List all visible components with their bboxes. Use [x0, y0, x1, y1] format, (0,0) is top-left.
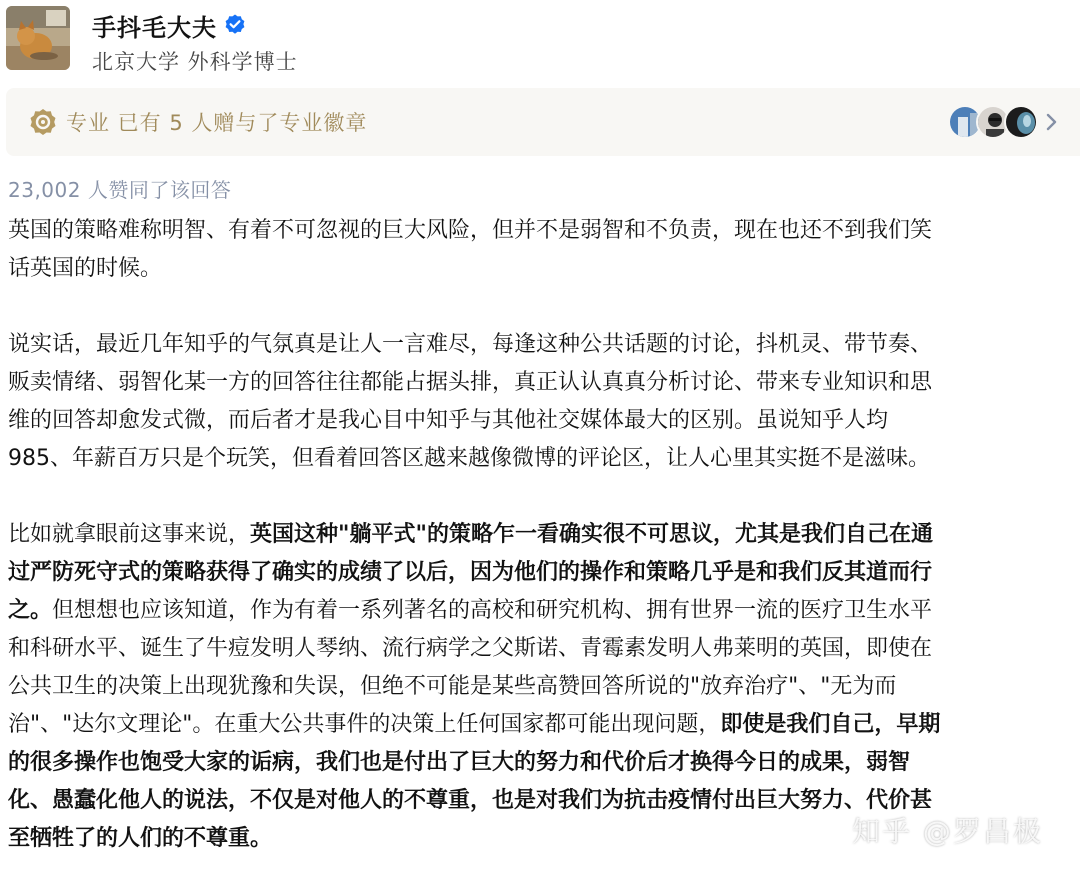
- author-name[interactable]: 手抖毛大夫: [92, 13, 217, 42]
- author-title: 北京大学 外科学博士: [92, 50, 298, 74]
- bold-text: 化、愚蠢化他人的说法，不仅是对他人的不尊重，也是对我们为抗击疫情付出巨大努力、代价甚: [8, 788, 933, 813]
- answer-content: [8, 212, 1074, 858]
- plain-text: 比如就拿眼前这事来说，: [8, 522, 251, 547]
- paragraph-line: [8, 744, 1074, 782]
- paragraph-line: 985、年薪百万只是个玩笑，但看着回答区越来越像微博的评论区，让人心里其实挺不是滋味。: [8, 446, 930, 471]
- paragraph-line: [8, 554, 1074, 592]
- author-header: [6, 6, 298, 72]
- bold-text: 至牺牲了的人们的不尊重。: [8, 826, 273, 851]
- badge-text: 专业 已有 5 人赠与了专业徽章: [66, 111, 368, 135]
- paragraph-line: 和科研水平、诞生了牛痘发明人琴纳、流行病学之父斯诺、青霉素发明人弗莱明的英国，即使在: [8, 636, 933, 661]
- giver-avatar: [1004, 105, 1038, 139]
- plain-text: 治"、"达尔文理论"。在重大公共事件的决策上任何国家都可能出现问题，: [8, 712, 721, 737]
- bold-text: 即使是我们自己，早期: [720, 712, 941, 737]
- paragraph-line: 公共卫生的决策上出现犹豫和失误，但绝不可能是某些高赞回答所说的"放弃治疗"、"无为而: [8, 674, 897, 699]
- watermark: 知乎 @罗昌极: [852, 815, 1043, 848]
- paragraph-line: 话英国的时候。: [8, 256, 163, 281]
- badge-givers-avatars[interactable]: [954, 105, 1038, 139]
- paragraph-line: [8, 516, 1074, 554]
- paragraph-line: 英国的策略难称明智、有着不可忽视的巨大风险，但并不是弱智和不负责，现在也还不到我们笑: [8, 218, 933, 243]
- author-avatar[interactable]: [6, 6, 70, 70]
- bold-text: 英国这种"躺平式"的策略乍一看确实很不可思议，尤其是我们自己在通: [250, 522, 933, 547]
- professional-badge-icon: [28, 107, 58, 137]
- paragraph-line: [8, 592, 1074, 630]
- verified-check-icon: [223, 13, 247, 37]
- bold-text: 之。: [8, 598, 53, 623]
- vote-count: 23,002 人赞同了该回答: [8, 178, 232, 202]
- paragraph-line: 维的回答却愈发式微，而后者才是我心目中知乎与其他社交媒体最大的区别。虽说知乎人均: [8, 408, 889, 433]
- bold-text: 过严防死守式的策略获得了确实的成绩了以后，因为他们的操作和策略几乎是和我们反其道而行: [8, 560, 933, 585]
- paragraph-line: [8, 706, 1074, 744]
- paragraph-line: 说实话，最近几年知乎的气氛真是让人一言难尽，每逢这种公共话题的讨论，抖机灵、带节奏、: [8, 332, 933, 357]
- chevron-right-icon[interactable]: [1042, 108, 1062, 136]
- paragraph-line: 贩卖情绪、弱智化某一方的回答往往都能占据头排，真正认认真真分析讨论、带来专业知识和思: [8, 370, 933, 395]
- professional-badge-bar[interactable]: [6, 88, 1080, 156]
- plain-text: 但想想也应该知道，作为有着一系列著名的高校和研究机构、拥有世界一流的医疗卫生水平: [52, 598, 933, 623]
- bold-text: 的很多操作也饱受大家的诟病，我们也是付出了巨大的努力和代价后才换得今日的成果，弱智: [8, 750, 911, 775]
